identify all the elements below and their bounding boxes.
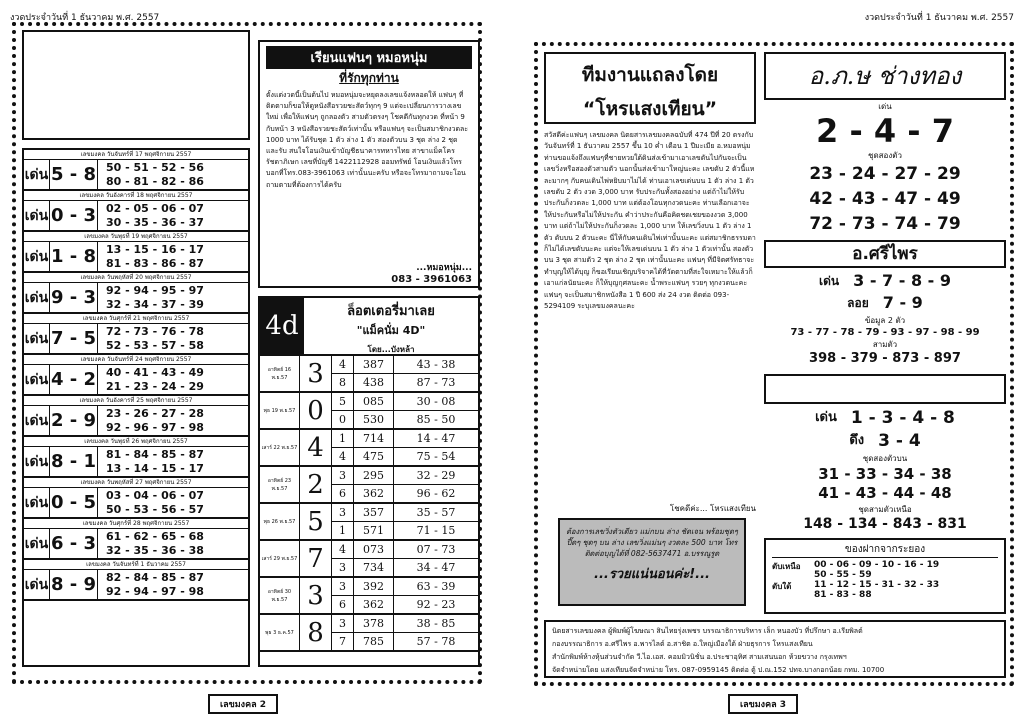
lotto-main-digit: 2	[300, 467, 332, 502]
daily-row	[24, 570, 248, 601]
den-label: เด่น	[24, 201, 50, 230]
daily-row	[24, 365, 248, 396]
daily-row-date: เลขมงคล วันจันทร์ที่ 1 ธันวาคม 2557	[24, 560, 248, 570]
daily-row-date: เลขมงคล วันพฤหัสที่ 20 พฤศจิกายน 2557	[24, 273, 248, 283]
daily-set-2: 92 - 96 - 97 - 98	[106, 420, 204, 434]
lotto-main-digit: 7	[300, 541, 332, 576]
lotto-digit: 3	[339, 560, 346, 574]
expert2-den-label: เด่น	[819, 274, 840, 288]
den-label: เด่น	[24, 242, 50, 271]
rayong-top-1: 00 - 06 - 09 - 10 - 16 - 19	[814, 560, 940, 570]
lotto-digit: 6	[339, 597, 346, 611]
daily-row-date: เลขมงคล วันพุธที่ 19 พฤศจิกายน 2557	[24, 232, 248, 242]
lotto-three: 734	[363, 560, 384, 574]
lotto-three: 387	[354, 356, 393, 374]
lotto-date: พุธ 3 ธ.ค.57	[260, 615, 300, 650]
expert3-up-set: 41 - 43 - 44 - 48	[818, 484, 952, 502]
lotto-date: อาทิตย์ 16 พ.ย.57	[260, 356, 300, 391]
den-label: เด่น	[24, 447, 50, 476]
expert3-den-label: เด่น	[815, 410, 837, 425]
expert2-loi-label: ลอย	[847, 296, 869, 310]
lotto-main-digit: 3	[300, 356, 332, 391]
expert2-den: 3 - 7 - 8 - 9	[853, 271, 951, 290]
credits-box	[544, 620, 1006, 678]
lotto-three: 357	[354, 504, 393, 522]
daily-set-2: 21 - 23 - 24 - 29	[106, 379, 204, 393]
daily-pair: 7 - 5	[50, 324, 98, 353]
lotto-pair: 35 - 57	[394, 504, 478, 522]
lotto-pair: 38 - 85	[394, 615, 478, 633]
daily-set-1: 50 - 51 - 52 - 56	[106, 160, 204, 174]
lotto-three: 362	[363, 486, 384, 500]
lotto-date: พุธ 19 พ.ย.57	[260, 393, 300, 428]
expert3-deng-label: ดึง	[849, 433, 865, 448]
lotto-digit: 3	[332, 467, 353, 485]
credit-line: สำนักพิมพ์ห้างหุ้นส่วนจำกัด วี.ไอ.เอส. คอมมิวนิชั่น อ.ประชาอุทิศ สามเสนนอก ห้วยขวาง กรุงเทพฯ	[552, 653, 847, 661]
lotto-three: 530	[363, 412, 384, 426]
rayong-top-label: ตับเหนือ	[772, 562, 801, 571]
expert1-den-label: เด่น	[878, 102, 892, 111]
daily-row-date: เลขมงคล วันศุกร์ที่ 21 พฤศจิกายน 2557	[24, 314, 248, 324]
daily-row-date: เลขมงคล วันจันทร์ที่ 17 พฤศจิกายน 2557	[24, 150, 248, 160]
daily-set-1: 92 - 94 - 95 - 97	[106, 283, 204, 297]
expert2-three: 398 - 379 - 873 - 897	[809, 351, 961, 366]
lotto-digit: 5	[332, 393, 353, 411]
expert2-three-label: สามตัว	[872, 340, 898, 349]
lotto-main-digit: 0	[300, 393, 332, 428]
daily-table	[22, 148, 250, 667]
rayong-bottom-1: 11 - 12 - 15 - 31 - 32 - 33	[814, 580, 940, 590]
daily-row-date: เลขมงคล วันจันทร์ที่ 24 พฤศจิกายน 2557	[24, 355, 248, 365]
daily-row	[24, 201, 248, 232]
daily-set-2: 30 - 35 - 36 - 37	[106, 215, 204, 229]
expert2-loi: 7 - 9	[882, 293, 923, 312]
daily-pair: 6 - 3	[50, 529, 98, 558]
daily-set-1: 61 - 62 - 65 - 68	[106, 529, 204, 543]
lotto-pair: 85 - 50	[416, 412, 456, 426]
lotto-main-digit: 8	[300, 615, 332, 650]
lotto-date: เสาร์ 29 พ.ย.57	[260, 541, 300, 576]
daily-pair: 5 - 8	[50, 160, 98, 189]
daily-row-date: เลขมงคล วันอังคารที่ 18 พฤศจิกายน 2557	[24, 191, 248, 201]
lotto-row	[260, 430, 478, 467]
lotto-digit: 4	[332, 356, 353, 374]
promo-text: ต้องการเลขวิ่งตัวเดียว แม่กบน ล่าง ชัดเจน พร้อมชุดๆ ปี๊ดๆ ชุดๆ บน ล่าง เลขวิ่งแม่นๆ งวดละ 500 บาท โทรติดต่อบุญได้ที่ 082-5637471 อ.บรรณูรูด	[566, 527, 738, 558]
issue-header: งวดประจำวันที่ 1 ธันวาคม พ.ศ. 2557	[864, 13, 1014, 23]
den-label: เด่น	[24, 488, 50, 517]
lotto-pair: 07 - 73	[394, 541, 478, 559]
rayong-box	[764, 538, 1006, 614]
daily-set-1: 03 - 04 - 06 - 07	[106, 488, 204, 502]
daily-row-date: เลขมงคล วันพฤหัสที่ 27 พฤศจิกายน 2557	[24, 478, 248, 488]
daily-set-1: 72 - 73 - 76 - 78	[106, 324, 204, 338]
lotto-logo: 4d	[260, 298, 304, 354]
lotto-pair: 71 - 15	[416, 523, 456, 537]
daily-pair: 2 - 9	[50, 406, 98, 435]
team-title-1: ทีมงานแถลงโดย	[581, 64, 719, 86]
den-label: เด่น	[24, 570, 50, 599]
lotto-subtitle: "แม็คนั่ม 4D"	[356, 324, 426, 337]
lotto-digit: 4	[339, 449, 346, 463]
analysis-title-2: ตลาดหลักทรัพย์รายวัน	[58, 89, 214, 108]
team-title-box	[544, 52, 756, 124]
daily-row	[24, 283, 248, 314]
lotto-row	[260, 356, 478, 393]
daily-set-1: 81 - 84 - 85 - 87	[106, 447, 204, 461]
credit-line: นิตยสารเลขมงคล ผู้พิมพ์ผู้โฆษณา สินไทยรุ่งเพชร บรรณาธิการบริหาร เล็ก หนองบัว ที่ปรึกษา อ.เรียพิลต์	[552, 627, 863, 635]
lotto-table	[260, 356, 478, 652]
expert2-data-label: ข้อมูล 2 ตัว	[864, 316, 906, 325]
lotto-date: อาทิตย์ 30 พ.ย.57	[260, 578, 300, 613]
daily-set-2: 50 - 53 - 56 - 57	[106, 502, 204, 516]
lotto-three: 392	[354, 578, 393, 596]
lotto-main-digit: 4	[300, 430, 332, 465]
lotto-three: 438	[363, 375, 384, 389]
lotto-byline: โดย...บังหล้า	[367, 345, 415, 354]
daily-row	[24, 160, 248, 191]
daily-row-date: เลขมงคล วันอังคารที่ 25 พฤศจิกายน 2557	[24, 396, 248, 406]
team-title-2: “โหรแสงเทียน”	[582, 98, 718, 120]
lotto-three: 571	[363, 523, 384, 537]
lotto-pair: 30 - 08	[394, 393, 478, 411]
daily-set-1: 02 - 05 - 06 - 07	[106, 201, 204, 215]
daily-set-1: 23 - 26 - 27 - 28	[106, 406, 204, 420]
daily-set-1: 82 - 84 - 85 - 87	[106, 570, 204, 584]
lotto-row	[260, 578, 478, 615]
lotto-pair: 14 - 47	[394, 430, 478, 448]
lotto-three: 714	[354, 430, 393, 448]
expert3-den: 1 - 3 - 4 - 8	[850, 408, 955, 428]
daily-set-2: 13 - 14 - 15 - 17	[106, 461, 204, 475]
lotto-digit: 7	[339, 634, 346, 648]
credit-line: จัดจำหน่ายโดย แสงเทียนจัดจำหน่าย โทร. 087-0959145 ติดต่อ ตู้ ป.ณ.152 ปทจ.บางกอกน้อย กทม. 10700	[552, 666, 885, 674]
expert3-up-set: 31 - 33 - 34 - 38	[818, 465, 952, 483]
daily-pair: 0 - 3	[50, 201, 98, 230]
credit-line: กองบรรณาธิการ อ.ศรีไพร อ.พารไลต์ อ.สาชิต อ.ใหญ่เมืองใต้ ฝ่ายธุรการ โหรแสงเทียน	[552, 640, 813, 648]
lotto-pair: 32 - 29	[394, 467, 478, 485]
lotto-digit: 6	[339, 486, 346, 500]
promo-slogan: ...รวยแน่นอนค่ะ!...	[594, 567, 710, 582]
expert3-name: อ.ศรีสุข	[764, 374, 1006, 404]
lotto-digit: 0	[339, 412, 346, 426]
expert2-name: อ.ศรีไพร	[764, 240, 1006, 268]
daily-row	[24, 488, 248, 519]
daily-row-date: เลขมงคล วันพุธที่ 26 พฤศจิกายน 2557	[24, 437, 248, 447]
rayong-bottom-2: 81 - 83 - 88	[814, 590, 872, 600]
daily-row	[24, 242, 248, 273]
lotto-row	[260, 615, 478, 652]
promo-box	[558, 518, 746, 606]
lotto-date: เสาร์ 22 พ.ย.57	[260, 430, 300, 465]
lotto-row	[260, 504, 478, 541]
lotto-pair: 43 - 38	[394, 356, 478, 374]
expert1-set-label: ชุดสองตัว	[868, 151, 902, 160]
lotto-digit: 4	[332, 541, 353, 559]
lotto-date: อาทิตย์ 23 พ.ย.57	[260, 467, 300, 502]
expert1-set: 42 - 43 - 47 - 49	[809, 189, 961, 209]
lotto-row	[260, 393, 478, 430]
den-label: เด่น	[24, 529, 50, 558]
daily-pair: 0 - 5	[50, 488, 98, 517]
expert2-block	[764, 270, 1006, 366]
expert3-three-label: ชุดสามตัวเหนือ	[858, 505, 912, 514]
den-label: เด่น	[24, 283, 50, 312]
lotto-main-digit: 3	[300, 578, 332, 613]
lotto-three: 362	[363, 597, 384, 611]
den-label: เด่น	[24, 365, 50, 394]
daily-row	[24, 529, 248, 560]
daily-set-1: 40 - 41 - 43 - 49	[106, 365, 204, 379]
expert3-three: 148 - 134 - 843 - 831	[803, 516, 967, 532]
lotto-three: 073	[354, 541, 393, 559]
daily-set-2: 32 - 34 - 37 - 39	[106, 297, 204, 311]
invite-signature: ...หมอหนุ่ม...	[416, 263, 472, 273]
analysis-title-1: วิเคราะห์ข้อมูลดัชนี	[64, 56, 208, 76]
page-footer: เลขมงคล 2	[208, 694, 278, 714]
article-text: สวัสดีค่ะแฟนๆ เลขมงคล นิตยสารเลขมงคลฉบับที่ 474 ปีที่ 20 ตรงกับวันจันทร์ที่ 1 ธันวาคม 2557 ขึ้น 10 ค่ำ เดือน 1 ปีมะเมีย อ.หมอหนุ่มท่านขอแจ้งถึงแฟนๆที่ชายหวยใต้ดินส่งเข้ามาเอาเลขดันไปกันจะเป็นเลขวิ่งหรือสองตัวสามตัว นอกนั้นส่งเข้ามาใหญ่นะคะ เลขดับ 2 ตัวนี้แหละมากๆ กับคนเดินไพ่หยิบมาไม่ได้ ท่านเอาเลขเด่นบน 1 ตัว ล่าง 1 ตัว เลขดับ 2 ตัว งวด 3,000 บาท รับประกันทั้งสองอย่าง แต่ถ้าไม่ให้รับประกันก็งวดละ 1,000 บาท แต่ต้องโอนทุกงวดนะคะ ท่านเลือกเอาจะให้ประกันหรือไม่ให้ประกัน คำว่าประกันคือคิดชดเชยของงวด 3,000 บาท แต่ถ้าไม่ให้ประกันก็งวดละ 1,000 บาท ให้เลขวิ่งบน 1 ตัว ล่าง 1 ตัว ดับบน 2 ตัวนะคะ นี่ให้กับคนเดินไพ่เท่านั้นนะคะ แต่สมาชิกธรรมดาก็ไม่ได้เลขดับนะคะ แต่จะให้เลขเด่นบน 1 ตัว ล่าง 1 ตัวเท่านั้น สองตัวบน 3 ชุด สามตัว 2 ชุด ล่าง 2 ชุด เท่านั้นนะคะ แฟนๆ ที่มีจิตศรัทธาจะทำบุญให้ได้บุญ ก็ขอเรียนเชิญบริจาคได้ที่วัดตามที่สะใจเหมาะให้แล้วก็เอาแก่ลนัยนะคะ ก็ให้บุญกุศลนะคะ น้ำพระแฟนๆ รวยๆ ทุกงวดนะคะ แฟนๆ จะเป็นสมาชิกหนังสือ 1 ปี 600 ส่ง 24 งวด ติดต่อ 093-5294109 ระบุเลขมงคลนะคะ	[544, 131, 756, 311]
lotto-three: 085	[354, 393, 393, 411]
lotto-pair: 34 - 47	[416, 560, 456, 574]
lotto-title: ล็อตเตอรี่มาเลย	[347, 304, 435, 319]
lotto-three: 295	[354, 467, 393, 485]
daily-pair: 8 - 1	[50, 447, 98, 476]
daily-pair: 1 - 8	[50, 242, 98, 271]
daily-set-1: 13 - 15 - 16 - 17	[106, 242, 204, 256]
daily-row-date: เลขมงคล วันศุกร์ที่ 28 พฤศจิกายน 2557	[24, 519, 248, 529]
lotto-main-digit: 5	[300, 504, 332, 539]
lotto-digit: 8	[339, 375, 346, 389]
issue-header: งวดประจำวันที่ 1 ธันวาคม พ.ศ. 2557	[10, 13, 160, 23]
lotto-digit: 3	[332, 615, 353, 633]
expert1-set: 72 - 73 - 74 - 79	[809, 214, 961, 234]
lotto-three: 785	[363, 634, 384, 648]
lotto-digit: 1	[332, 430, 353, 448]
daily-set-2: 92 - 94 - 97 - 98	[106, 584, 204, 598]
daily-row	[24, 406, 248, 437]
page-footer: เลขมงคล 3	[728, 694, 798, 714]
lotto-pair: 96 - 62	[416, 486, 456, 500]
daily-pair: 4 - 2	[50, 365, 98, 394]
daily-pair: 8 - 9	[50, 570, 98, 599]
invite-title-2: ที่รักทุกท่าน	[339, 71, 399, 85]
lotto-pair: 63 - 39	[394, 578, 478, 596]
daily-set-2: 32 - 35 - 36 - 38	[106, 543, 204, 557]
expert1-set: 23 - 24 - 27 - 29	[809, 164, 961, 184]
article-signature: โชคดีค่ะ... โหรแสงเทียน	[669, 504, 756, 513]
invite-title-1: เรียนแฟนๆ หมอหนุ่ม	[266, 46, 472, 69]
rayong-top-2: 50 - 55 - 59	[814, 570, 872, 580]
daily-set-2: 52 - 53 - 57 - 58	[106, 338, 204, 352]
lotto-pair: 57 - 78	[416, 634, 456, 648]
expert3-deng: 3 - 4	[878, 431, 921, 451]
expert3-block	[764, 406, 1006, 532]
lotto-row	[260, 541, 478, 578]
lotto-row	[260, 467, 478, 504]
invite-body: ตั้งแต่งวดนี้เป็นต้นไป หมอหนุ่มจะหยุดลงเลขแจ้งหลอดให้ แฟนๆ ที่ติดตามก็ขอให้ดูหนังสือรวยชะสัตว์ทุกๆ 9 แต่จะเปลี่ยนการวางเลขใหม่ เพื่อให้แฟนๆ ถูกลองตัว สามตัวตรงๆ โชคดีกันทุกงวด ที่หน้า 9 กับหน้า 3 หนังสือรวยชะสัตว์เท่านั้น หรือแฟนๆ จะเป็นสมาชิกงวดละ 1000 บาท ได้รับชุด 1 ตัว ล่าง 1 ตัว สองตัวบน 3 ชุด ล่าง 2 ชุด และรับ สนใจโอนเงินเข้าบัญชีธนาคารทหารไทย สาขาแม็คโคร รัชดาภิเษก เลขที่บัญชี 1422112928 ออมทรัพย์ โอนเงินแล้วโทรบอกที่โทร.083-3961063 เท่านั้นนะครับ หรือจะโทรมาถามจะโอนถามตามที่ต้องการได้ครับ	[266, 91, 469, 189]
daily-row	[24, 447, 248, 478]
right-page	[528, 8, 1018, 716]
invite-phone: 083 - 3961063	[391, 274, 472, 285]
left-page	[8, 8, 498, 716]
lotto-digit: 3	[332, 578, 353, 596]
analysis-box	[22, 30, 250, 140]
daily-set-2: 81 - 83 - 86 - 87	[106, 256, 204, 270]
lotto-pair: 75 - 54	[416, 449, 456, 463]
den-label: เด่น	[24, 406, 50, 435]
daily-row	[24, 324, 248, 355]
lotto-three: 378	[354, 615, 393, 633]
lotto-digit: 3	[332, 504, 353, 522]
lotto-pair: 87 - 73	[416, 375, 456, 389]
lotto-date: พุธ 26 พ.ย.57	[260, 504, 300, 539]
rayong-bottom-label: ตับใต้	[772, 582, 792, 591]
expert1-den: 2 - 4 - 7	[816, 112, 954, 150]
den-label: เด่น	[24, 324, 50, 353]
daily-set-2: 80 - 81 - 82 - 86	[106, 174, 204, 188]
den-label: เด่น	[24, 160, 50, 189]
lotto-three: 475	[363, 449, 384, 463]
lotto-box	[258, 296, 480, 667]
expert1-name: อ.ภ.ษ ช่างทอง	[764, 52, 1006, 100]
expert2-data: 73 - 77 - 78 - 79 - 93 - 97 - 98 - 99	[790, 327, 980, 338]
invite-box	[258, 40, 480, 288]
expert3-up-label: ชุดสองตัวบน	[862, 454, 908, 463]
analysis-subtitle: จากวันที่ 17 พ.ย.57 - 1 ธ.ค.57	[69, 127, 203, 137]
expert1-block	[764, 100, 1006, 237]
lotto-pair: 92 - 23	[416, 597, 456, 611]
rayong-title: ของฝากจากระยอง	[772, 542, 998, 558]
lotto-digit: 1	[339, 523, 346, 537]
daily-pair: 9 - 3	[50, 283, 98, 312]
